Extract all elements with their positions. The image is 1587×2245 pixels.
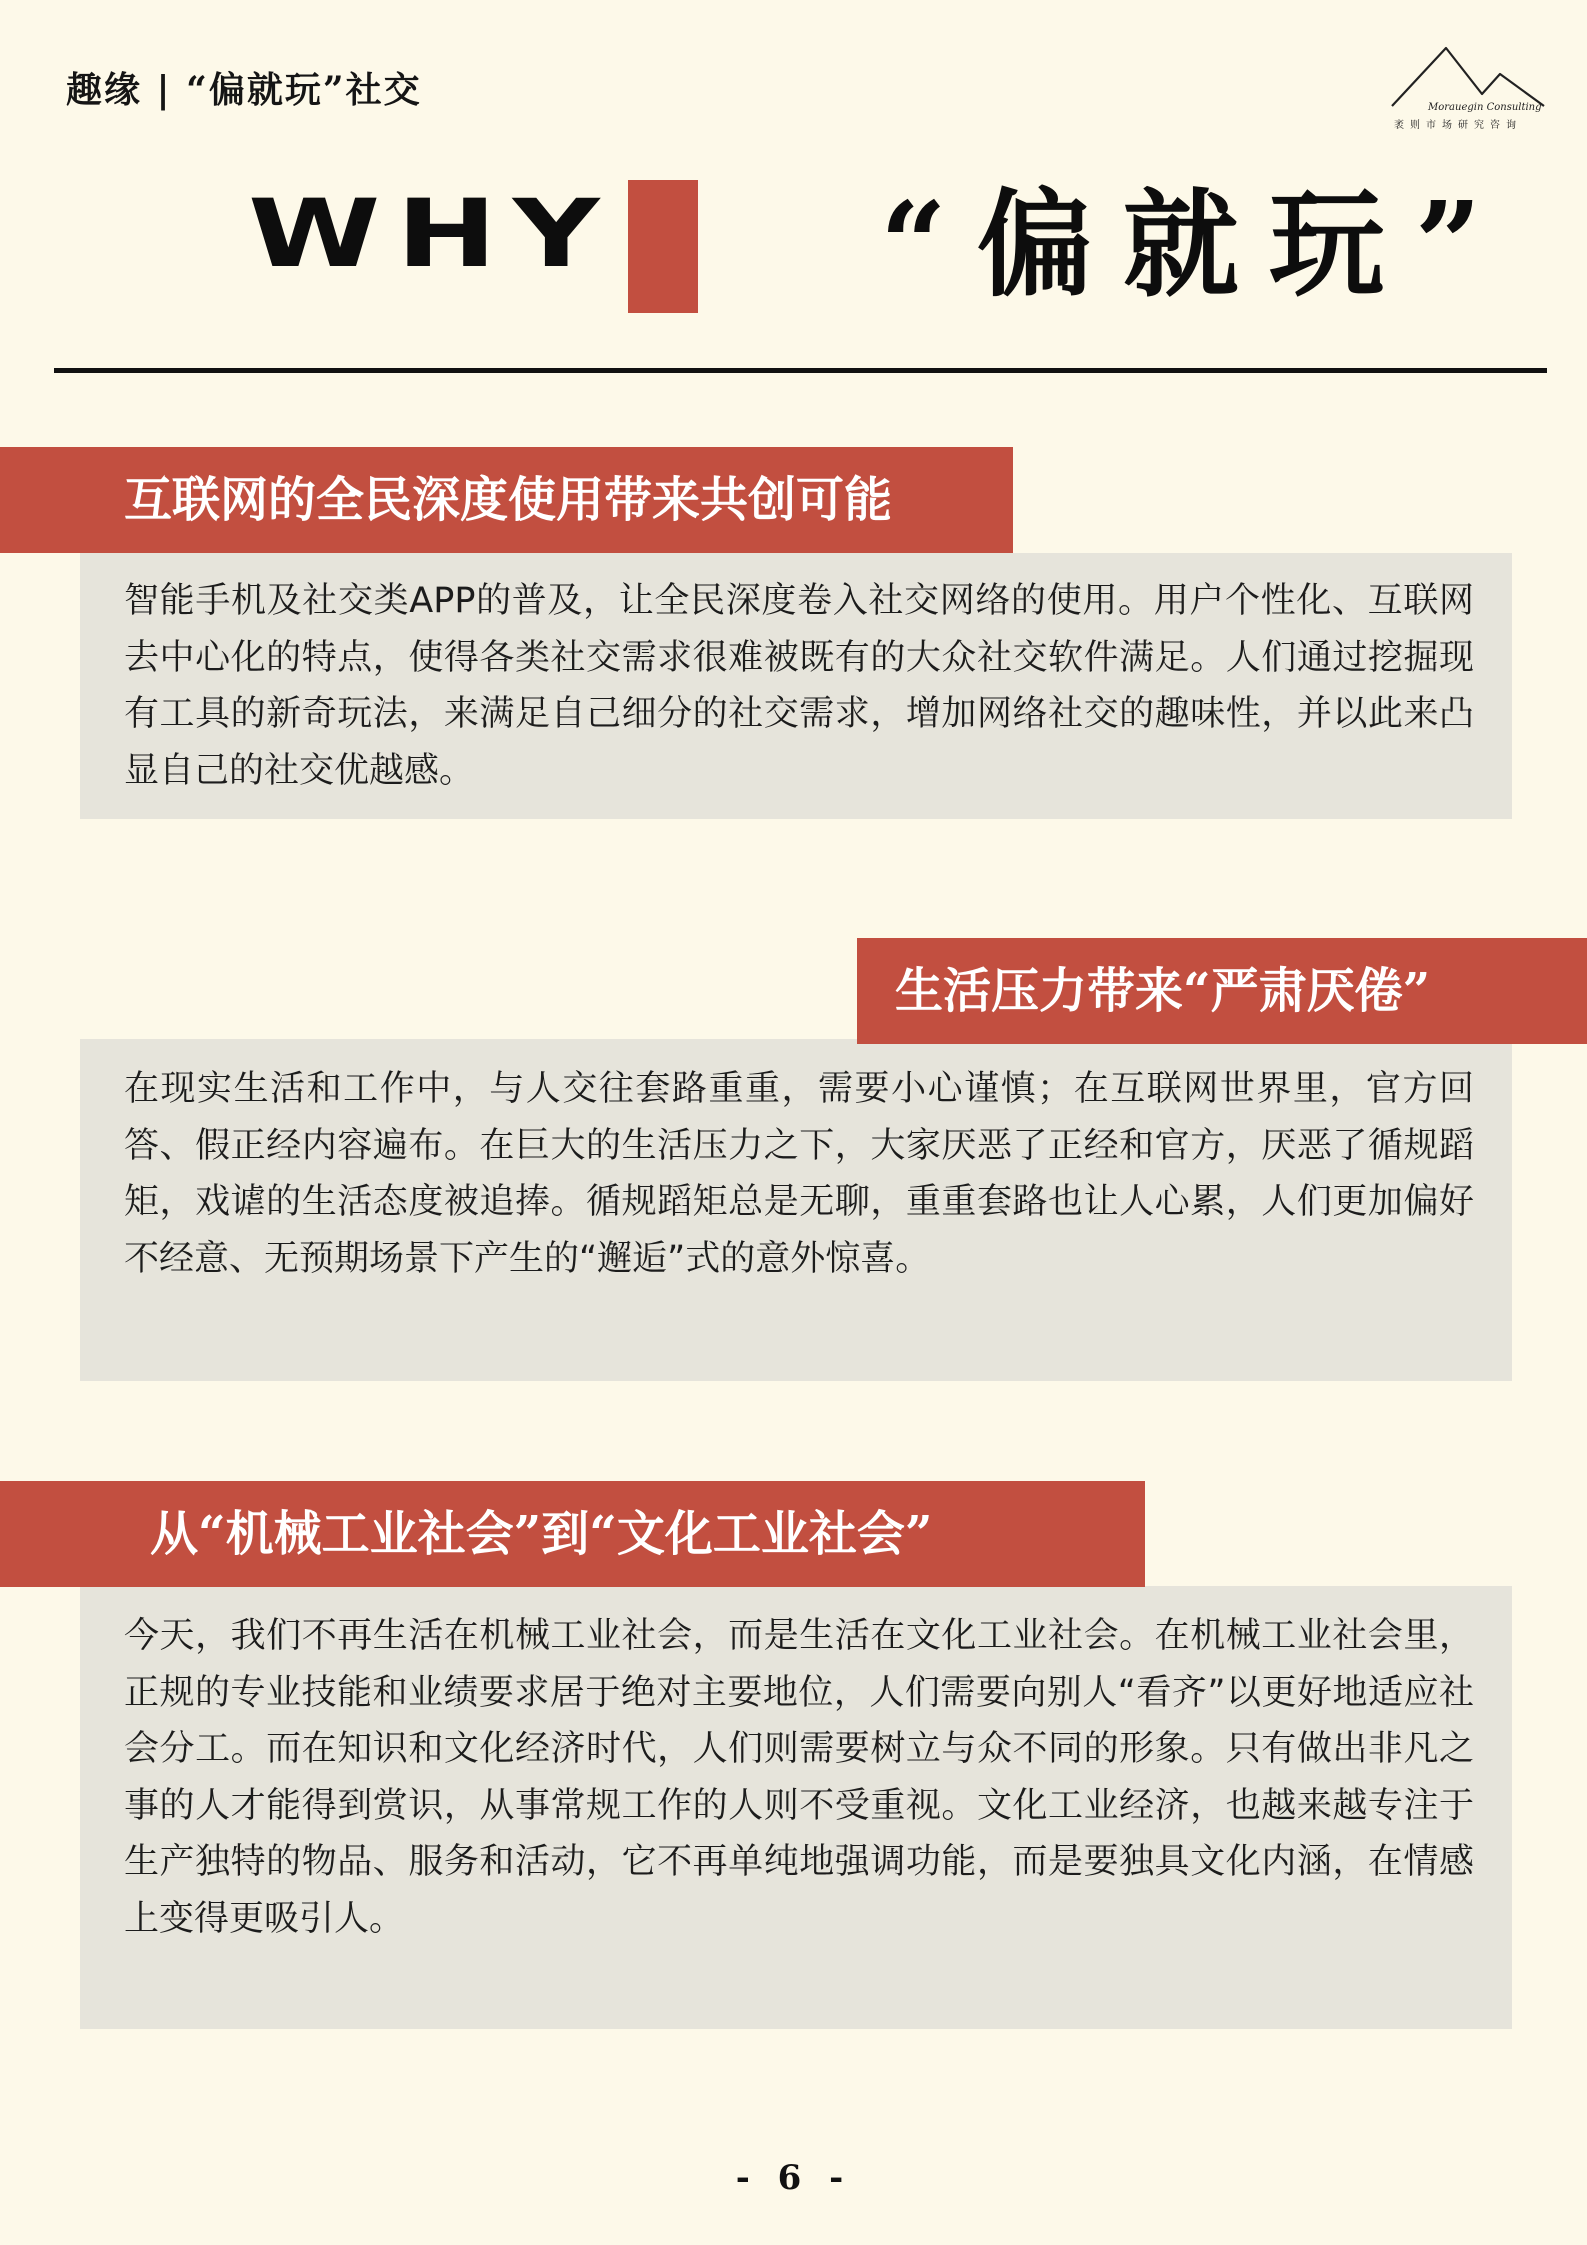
section-3-heading-text: 从“机械工业社会”到“文化工业社会” <box>150 1506 933 1562</box>
section-1-heading-text: 互联网的全民深度使用带来共创可能 <box>124 472 893 528</box>
logo-subtitle: 袤则市场研究咨询 <box>1394 120 1522 131</box>
section-1-box <box>80 553 1512 819</box>
section-3-body: 今天，我们不再生活在机械工业社会，而是生活在文化工业社会。在机械工业社会里，正规的专业技能和业绩要求居于绝对主要地位，人们需要向别人“看齐”以更好地适应社会分工。而在知识和文化经济时代，人们则需要树立与众不同的形象。只有做出非凡之事的人才能得到赏识，从事常规工作的人则不受重视。文化工业经济，也越来越专注于生产独特的物品、服务和活动，它不再单纯地强调功能，而是要独具文化内涵，在情感上变得更吸引人。 <box>124 1616 1474 1939</box>
brand-logo <box>1388 44 1553 134</box>
accent-block <box>628 180 698 313</box>
section-1-body: 智能手机及社交类APP的普及，让全民深度卷入社交网络的使用。用户个性化、互联网去中心化的特点，使得各类社交需求很难被既有的大众社交软件满足。人们通过挖掘现有工具的新奇玩法，来满足自己细分的社交需求，增加网络社交的趣味性，并以此来凸显自己的社交优越感。 <box>124 581 1474 791</box>
section-1-heading <box>0 447 1013 553</box>
svg-text:Morauegin Consulting: Morauegin Consulting <box>1428 102 1542 113</box>
page-number: - 6 - <box>735 2158 852 2198</box>
header-title: 趣缘 | “偏就玩”社交 <box>66 69 422 111</box>
section-2-heading <box>857 938 1587 1044</box>
header-divider <box>54 368 1547 373</box>
hero-quote: “偏就玩” <box>880 177 1512 313</box>
section-2-body: 在现实生活和工作中，与人交往套路重重，需要小心谨慎；在互联网世界里，官方回答、假正经内容遍布。在巨大的生活压力之下，大家厌恶了正经和官方，厌恶了循规蹈矩，戏谑的生活态度被追捧。循规蹈矩总是无聊，重重套路也让人心累，人们更加偏好不经意、无预期场景下产生的“邂逅”式的意外惊喜。 <box>124 1069 1474 1279</box>
section-3-heading <box>0 1481 1145 1587</box>
why-heading: WHY <box>248 180 616 289</box>
mountain-logo-icon <box>1388 44 1553 116</box>
section-3-box <box>80 1586 1512 2029</box>
section-2-heading-text: 生活压力带来“严肃厌倦” <box>895 963 1431 1019</box>
section-2-box <box>80 1039 1512 1381</box>
